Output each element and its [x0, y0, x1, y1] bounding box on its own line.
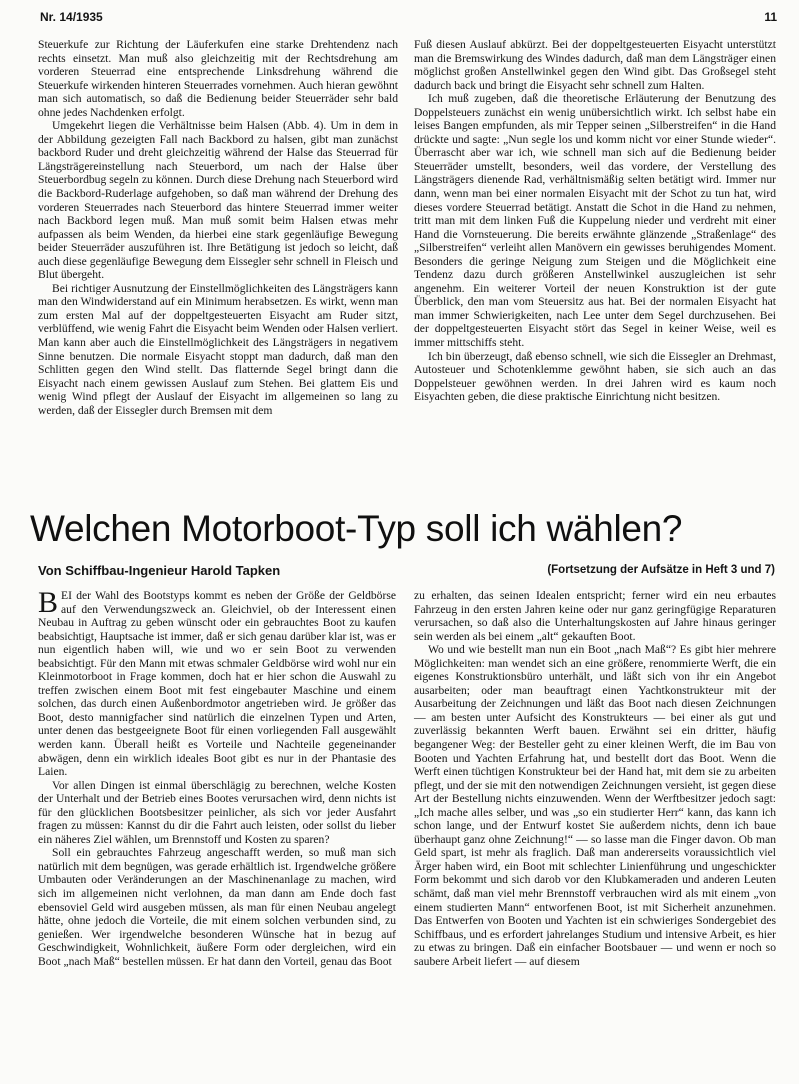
drop-cap: B [38, 586, 59, 619]
paragraph: Wo und wie bestellt man nun ein Boot „nach Maß“? Es gibt hier mehrere Möglichkeiten: man wendet sich an eine größere, renommierte Werft, die ein eigenes Konstruktionsbüro unterhält, und läßt sich von ihr ein Angebot ausarbeiten; oder man beauftragt einen Yachtkonstrukteur mit der Ausarbeitung der Zeichnungen und läßt das Boot nach diesen Zeichnungen — am besten unter Aufsicht des Konstrukteurs — bei einer als gut und zuverlässig bekannten Werft bauen. Erwähnt sei ein dritter, häufig begangener Weg: der Besteller geht zu einer kleinen Werft, die im Bau von Booten und Yachten Erfahrung hat, und bestellt dort das Boot. Wenn die Werft einen tüchtigen Konstrukteur bei der Hand hat, mit dem sie zu arbeiten pflegt, und der sie mit den notwendigen Zeichnungen versieht, ist gegen diese Art der Bestellung nichts einzuwenden. Wenn der Werftbesitzer jedoch sagt: „Ich mache alles selber, und was „so ein studierter Herr“ kann, das kann ich schon lange, und der Entwurf kostet Sie außerdem nichts, denn ich baue überhaupt ganz ohne Zeichnung!“ — so lasse man die Finger davon. Ob man Geld spart, ist mehr als fraglich. Daß man andererseits voraussichtlich viel Ärger haben wird, ein Boot mit schlechter Linienführung und ungeschickter Form bekommt und sich darob vor den Klubkameraden und anderen Leuten schämt, daß man viel mehr Brennstoff verbrauchen wird als mit einem „von einem studierten Mann“ entworfenen Boot, ist mit Sicherheit anzunehmen. Das Entwerfen von Booten und Yachten ist ein schwieriges Sondergebiet des Schiffbaus, und es erfordert jahrelanges Studium und intensive Arbeit, es hier zu etwas zu bringen. Daß ein einfacher Bootsbauer — und wenn er noch so saubere Arbeit liefert — auf diesem [414, 643, 776, 968]
paragraph-text: EI der Wahl des Bootstyps kommt es neben der Größe der Geldbörse auf den Verwendungszweck an. Gleichviel, ob der Interessent einen Neubau in Auftrag zu geben wünscht oder ein gebrauchtes Boot zu kaufen beabsichtigt, Hauptsache ist immer, daß er sich genau darüber klar ist, was er nun eigentlich haben will, wie und wo er sein Boot zu verwenden beabsichtigt. Für den Mann mit etwas schmaler Geldbörse wird wohl nur ein Kleinmotorboot in Frage kommen, doch hat er hier schon die Auswahl zu treffen zwischen einem Boot mit fest eingebauter Maschine und einem solchen, das durch einen Außenbordmotor angetrieben wird. Je größer das Boot, desto mannigfacher sind natürlich die einzelnen Typen und Arten, unter denen das bestgeeignete Boot für einen vorliegenden Fall ausgewählt werden kann. Überall heißt es Vorteile und Nachteile gegeneinander abwägen, denn ein wirklich ideales Boot gibt es nur in der Phantasie des Laien. [38, 589, 396, 779]
page-header [0, 0, 799, 36]
column-top-left [38, 38, 398, 417]
paragraph: Umgekehrt liegen die Verhältnisse beim Halsen (Abb. 4). Um in dem in der Abbildung gezeigten Fall nach Backbord zu halsen, gibt man zunächst backbord Ruder und dreht gleichzeitig während der Halse das Steuerrad für Längsträgereinstellung nach Steuerbord, um nach der Halse über Steuerbordbug segeln zu können. Durch diese Drehung nach Steuerbord wird die Backbord-Ruderlage aufgehoben, so daß man während der Drehung des vorderen Steuerrades nach Steuerbord das hintere Steuerrad immer weiter nach Backbord legen muß. Man muß somit beim Halsen etwas mehr aufpassen als beim Wenden, da hierbei eine stark gegenläufige Bewegung beider Steuerräder auszuführen ist. Ihre Betätigung ist jedoch so leicht, daß auch diese gegenläufige Bewegung dem Eissegler sehr schnell in Fleisch und Blut übergeht. [38, 119, 398, 282]
paragraph: Soll ein gebrauchtes Fahrzeug angeschafft werden, so muß man sich natürlich mit dem begnügen, was gerade erhältlich ist. Irgendwelche größere Umbauten oder Veränderungen an der Maschinenanlage zu machen, wird sich im allgemeinen nicht verlohnen, da man dann am Ende doch fast ebensoviel Geld wird ausgeben müssen, als man für einen Neubau angelegt hätte, ohne jedoch die Vorteile, die mit einem solchen verbunden sind, zu genießen. Wer irgendwelche besonderen Wünsche hat in bezug auf Geschwindigkeit, Wohnlichkeit, äußere Form oder dergleichen, wird ein Boot „nach Maß“ bestellen müssen. Er hat dann den Vorteil, genau das Boot [38, 846, 396, 968]
paragraph: Steuerkufe zur Richtung der Läuferkufen eine starke Drehtendenz nach rechts einsetzt. Man muß also gleichzeitig mit der Rechtsdrehung am vorderen Steuerrad eine entsprechende Linksdrehung während die Steuerkufe wirkenden hinteren Steuerrades vornehmen. Auch hieran gewöhnt man sich automatisch, so daß die Bedienung beider Steuerräder sehr bald ohne jedes Nachdenken erfolgt. [38, 38, 398, 119]
column-bottom-left [38, 586, 396, 968]
paragraph: Bei richtiger Ausnutzung der Einstellmöglichkeiten des Längsträgers kann man den Windwiderstand auf ein Minimum herabsetzen. Es wirkt, wenn man zum ersten Mal auf der doppeltgesteuerten Eisyacht am Ruder sitzt, verblüffend, wie wenig Fahrt die Eisyacht beim Wenden oder Halsen verliert. Man kann aber auch die Einstellmöglichkeit des Längsträgers in negativem Sinne benutzen. Die normale Eisyacht stoppt man dadurch, daß man den Schlitten gegen den Wind stellt. Das flatternde Segel bringt dann die Eisyacht nach einem gewissen Auslauf zum Stehen. Bei glattem Eis und wenig Wind pflegt der Auslauf der Eisyacht im allgemeinen so lang zu werden, daß der Eissegler durch Bremsen mit dem [38, 281, 398, 417]
continuation-note: (Fortsetzung der Aufsätze in Heft 3 und 7) [547, 564, 775, 576]
column-bottom-right [414, 589, 776, 968]
paragraph: Fuß diesen Auslauf abkürzt. Bei der doppeltgesteuerten Eisyacht unterstützt man die Bremswirkung des Windes dadurch, daß man dem Längsträger einen möglichst großen Anstellwinkel gegen den Wind gibt. Das Großsegel steht dadurch back und bringt die Eisyacht sehr schnell zum Halten. [414, 38, 776, 92]
paragraph: Ich bin überzeugt, daß ebenso schnell, wie sich die Eissegler an Drehmast, Autosteuer und Schotenklemme gewöhnt haben, sie sich auch an das Doppelsteuer gewöhnen werden. In drei Jahren wird es kaum noch Eisyachten geben, die diese praktische Einrichtung nicht besitzen. [414, 349, 776, 404]
issue-number: Nr. 14/1935 [40, 10, 103, 24]
paragraph: zu erhalten, das seinen Idealen entspricht; ferner wird ein neu erbautes Fahrzeug in den ersten Jahren keine oder nur ganz geringfügige Reparaturen verursachen, so daß also die Unterhaltungskosten auf Jahre hinaus geringer sein werden als bei einem „alt“ gekauften Boot. [414, 589, 776, 643]
paragraph [38, 586, 396, 779]
page-number: 11 [764, 10, 777, 24]
column-top-right [414, 38, 776, 404]
article-headline: Welchen Motorboot-Typ soll ich wählen? [30, 508, 683, 549]
paragraph: Vor allen Dingen ist einmal überschlägig zu berechnen, welche Kosten der Unterhalt und der Betrieb eines Bootes verursachen wird, denn nichts ist für den glücklichen Bootsbesitzer peinlicher, als sich vor jeder Ausfahrt fragen zu müssen: Kannst du dir die Fahrt auch leisten, oder sollst du lieber ein näheres Ziel wählen, um Brennstoff und Kosten zu sparen? [38, 778, 396, 846]
paragraph: Ich muß zugeben, daß die theoretische Erläuterung der Benutzung des Doppelsteuers zunächst ein wenig unübersichtlich wirkt. Ich selbst habe ein leises Bangen empfunden, als mir Tepper seinen „Silberstreifen“ in die Hand drückte und sagte: „Nun segle los und komm nicht vor einer Stunde wieder“. Überrascht aber war ich, wie schnell man sich auf die Bedienung beider Steuerräder umstellt, besonders, weil das vordere, der Verstellung des Längsträgers dienende Rad, verhältnismäßig selten betätigt wird. Immer nur dann, wenn man bei einer normalen Eisyacht mit der Schot zu tun hat, wird dieses vordere Steuerrad betätigt. Anstatt die Schot in die Hand zu nehmen, tritt man mit dem linken Fuß die Kuppelung nieder und verdreht mit einer Hand die Vornsteuerung. Die bereits erwähnte glänzende „Straßenlage“ des „Silberstreifen“ verleiht allen Manövern ein gewisses beruhigendes Moment. Besonders die geringe Neigung zum Steigen und die Möglichkeit eine Tendenz dazu durch größeren Anstellwinkel auszugleichen ist sehr angenehm. Ein weiterer Vorteil der neuen Konstruktion ist der gute Überblick, den man vom Steuersitz aus hat. Bei der normalen Eisyacht hat man immer Schwierigkeiten, nach Lee unter dem Segel durchzusehen. Bei der doppeltgesteuerten Eisyacht stört das Segel in keiner Weise, weil es immer mittschiffs steht. [414, 92, 776, 350]
article-byline: Von Schiffbau-Ingenieur Harold Tapken [38, 563, 281, 578]
